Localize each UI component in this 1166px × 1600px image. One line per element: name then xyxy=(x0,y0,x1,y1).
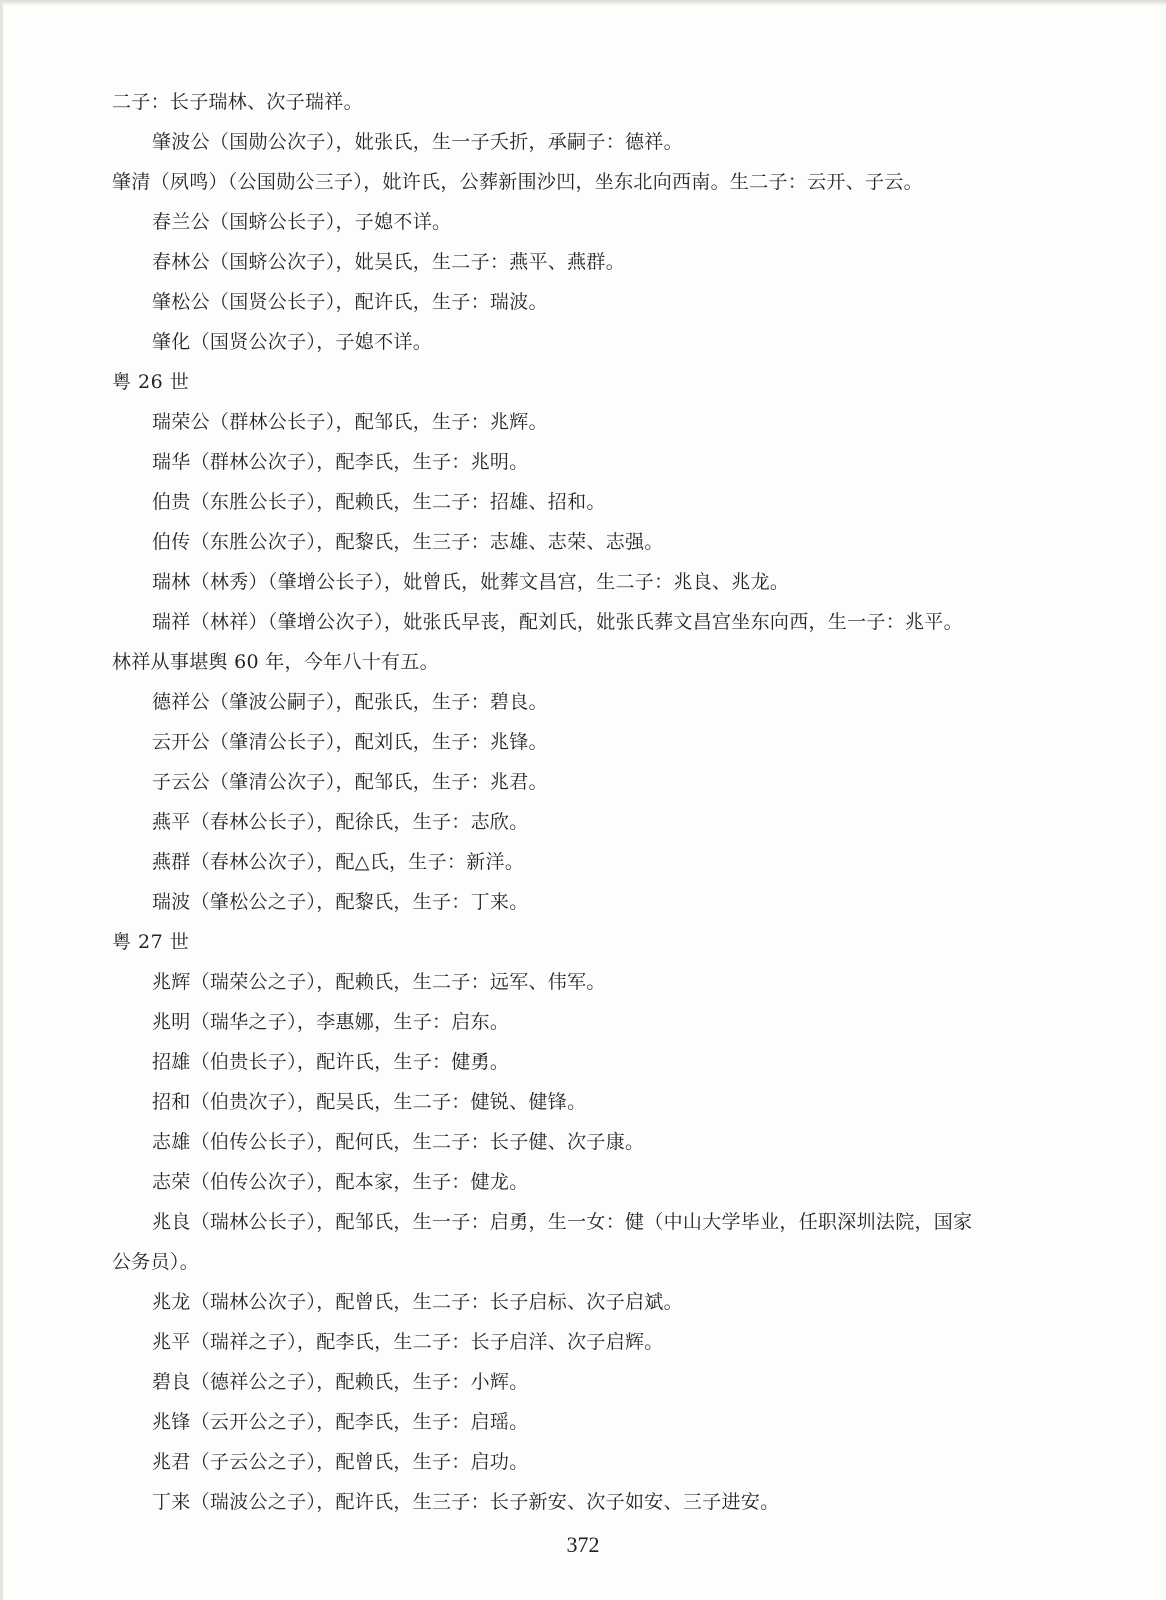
text-line: 瑞荣公（群林公长子），配邹氏，生子：兆辉。 xyxy=(152,411,548,433)
generation-heading: 粤 26 世 xyxy=(112,371,190,393)
text-line: 兆辉（瑞荣公之子），配赖氏，生二子：远军、伟军。 xyxy=(152,971,606,993)
text-line: 瑞华（群林公次子），配李氏，生子：兆明。 xyxy=(152,451,529,473)
text-line: 瑞波（肇松公之子），配黎氏，生子：丁来。 xyxy=(152,891,529,913)
scan-top-edge xyxy=(0,0,1166,6)
text-line: 云开公（肇清公长子），配刘氏，生子：兆锋。 xyxy=(152,731,548,753)
generation-heading: 粤 27 世 xyxy=(112,931,190,953)
text-line: 二子：长子瑞林、次子瑞祥。 xyxy=(112,91,363,113)
text-line: 兆君（子云公之子），配曾氏，生子：启功。 xyxy=(152,1451,529,1473)
text-line: 兆明（瑞华之子），李惠娜，生子：启东。 xyxy=(152,1011,510,1033)
text-line: 兆锋（云开公之子），配李氏，生子：启瑶。 xyxy=(152,1411,529,1433)
text-line: 招雄（伯贵长子），配许氏，生子：健勇。 xyxy=(152,1051,510,1073)
text-line: 肇化（国贤公次子），子媳不详。 xyxy=(152,331,433,353)
text-line: 丁来（瑞波公之子），配许氏，生三子：长子新安、次子如安、三子进安。 xyxy=(152,1491,780,1513)
text-line: 春林公（国蛴公次子），妣吴氏，生二子：燕平、燕群。 xyxy=(152,251,626,273)
text-line: 志雄（伯传公长子），配何氏，生二子：长子健、次子康。 xyxy=(152,1131,645,1153)
page-number: 372 xyxy=(566,1532,600,1557)
text-line: 志荣（伯传公次子），配本家，生子：健龙。 xyxy=(152,1171,529,1193)
text-line: 兆平（瑞祥之子），配李氏，生二子：长子启洋、次子启辉。 xyxy=(152,1331,664,1353)
text-line: 招和（伯贵次子），配吴氏，生二子：健锐、健锋。 xyxy=(152,1091,587,1113)
text-line: 伯传（东胜公次子），配黎氏，生三子：志雄、志荣、志强。 xyxy=(152,531,664,553)
text-line: 肇松公（国贤公长子），配许氏，生子：瑞波。 xyxy=(152,291,548,313)
text-line: 瑞林（林秀）（肇增公长子），妣曾氏，妣葬文昌宫，生二子：兆良、兆龙。 xyxy=(152,571,790,593)
text-line: 燕群（春林公次子），配△氏，生子：新洋。 xyxy=(152,851,525,873)
text-line: 春兰公（国蛴公长子），子媳不详。 xyxy=(152,211,452,233)
text-line: 瑞祥（林祥）（肇增公次子），妣张氏早丧，配刘氏，妣张氏葬文昌宫坐东向西，生一子：兆平。 xyxy=(152,611,963,633)
text-line: 德祥公（肇波公嗣子），配张氏，生子：碧良。 xyxy=(152,691,548,713)
text-line: 兆龙（瑞林公次子），配曾氏，生二子：长子启标、次子启斌。 xyxy=(152,1291,683,1313)
text-line: 燕平（春林公长子），配徐氏，生子：志欣。 xyxy=(152,811,529,833)
text-line: 伯贵（东胜公长子），配赖氏，生二子：招雄、招和。 xyxy=(152,491,606,513)
text-line: 肇清（夙鸣）（公国勋公三子），妣许氏，公葬新围沙凹，坐东北向西南。生二子：云开、子云。 xyxy=(112,171,923,193)
scan-left-edge xyxy=(0,0,3,1600)
text-line: 公务员）。 xyxy=(112,1251,200,1273)
genealogy-text xyxy=(112,82,1042,1522)
text-line: 林祥从事堪舆 60 年，今年八十有五。 xyxy=(112,651,439,673)
text-line: 肇波公（国勋公次子），妣张氏，生一子夭折，承嗣子：德祥。 xyxy=(152,131,683,153)
text-line: 兆良（瑞林公长子），配邹氏，生一子：启勇，生一女：健（中山大学毕业，任职深圳法院，国家 xyxy=(152,1211,973,1233)
text-line: 子云公（肇清公次子），配邹氏，生子：兆君。 xyxy=(152,771,548,793)
text-line: 碧良（德祥公之子），配赖氏，生子：小辉。 xyxy=(152,1371,529,1393)
